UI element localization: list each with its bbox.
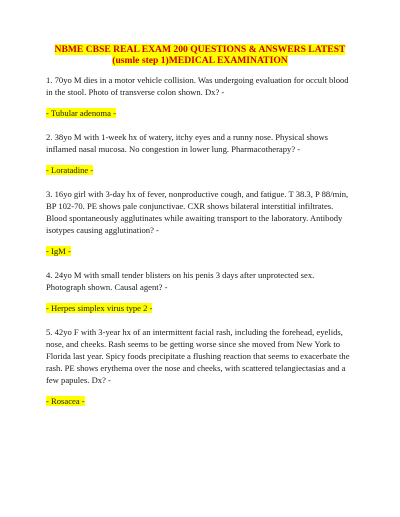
answer-highlight: - IgM -: [46, 246, 71, 256]
document-page: [46, 44, 354, 419]
document-title: [46, 44, 354, 66]
question-text: 4. 24yo M with small tender blisters on his penis 3 days after unprotected sex. Photograph shown. Causal agent? -: [46, 270, 315, 292]
title-line-2: (usmle step 1)MEDICAL EXAMINATION: [112, 55, 288, 66]
qa-item-4: [46, 269, 354, 314]
qa-item-5: [46, 326, 354, 407]
title-line-1: NBME CBSE REAL EXAM 200 QUESTIONS & ANSWERS LATEST: [54, 44, 346, 55]
answer-highlight: - Herpes simplex virus type 2 -: [46, 303, 153, 313]
qa-item-3: [46, 188, 354, 257]
answer-text: [46, 303, 354, 314]
answer-highlight: - Loratadine -: [46, 165, 94, 175]
question-text: 3. 16yo girl with 3-day hx of fever, nonproductive cough, and fatigue. T 38.3, P 88/min, BP 102-70. PE shows pale conjunctivae. CXR shows bilateral interstitial infiltrates. Blood spontaneously agglutinates while awaiting transport to the laboratory. Antibody isotypes causing agglutination? -: [46, 189, 349, 235]
question-text: 5. 42yo F with 3-year hx of an intermittent facial rash, including the forehead, eyelids, nose, and cheeks. Rash seems to be getting worse since she moved from New York to Florida last year. Spicy foods precipitate a flushing reaction that seems to exacerbate the rash. PE shows erythema over the nose and cheeks, with scattered telangiectasias and a few papules. Dx? -: [46, 327, 350, 385]
question-text: 2. 38yo M with 1-week hx of watery, itchy eyes and a runny nose. Physical shows inflamed nasal mucosa. No congestion in lower lung. Pharmacotherapy? -: [46, 132, 329, 154]
question-text: 1. 70yo M dies in a motor vehicle collision. Was undergoing evaluation for occult blood in the stool. Photo of transverse colon shown. Dx? -: [46, 75, 349, 97]
answer-highlight: - Tubular adenoma -: [46, 108, 116, 118]
qa-item-1: [46, 74, 354, 119]
answer-text: [46, 108, 354, 119]
answer-text: [46, 165, 354, 176]
answer-text: [46, 246, 354, 257]
answer-text: [46, 396, 354, 407]
qa-item-2: [46, 131, 354, 176]
answer-highlight: - Rosacea -: [46, 396, 85, 406]
